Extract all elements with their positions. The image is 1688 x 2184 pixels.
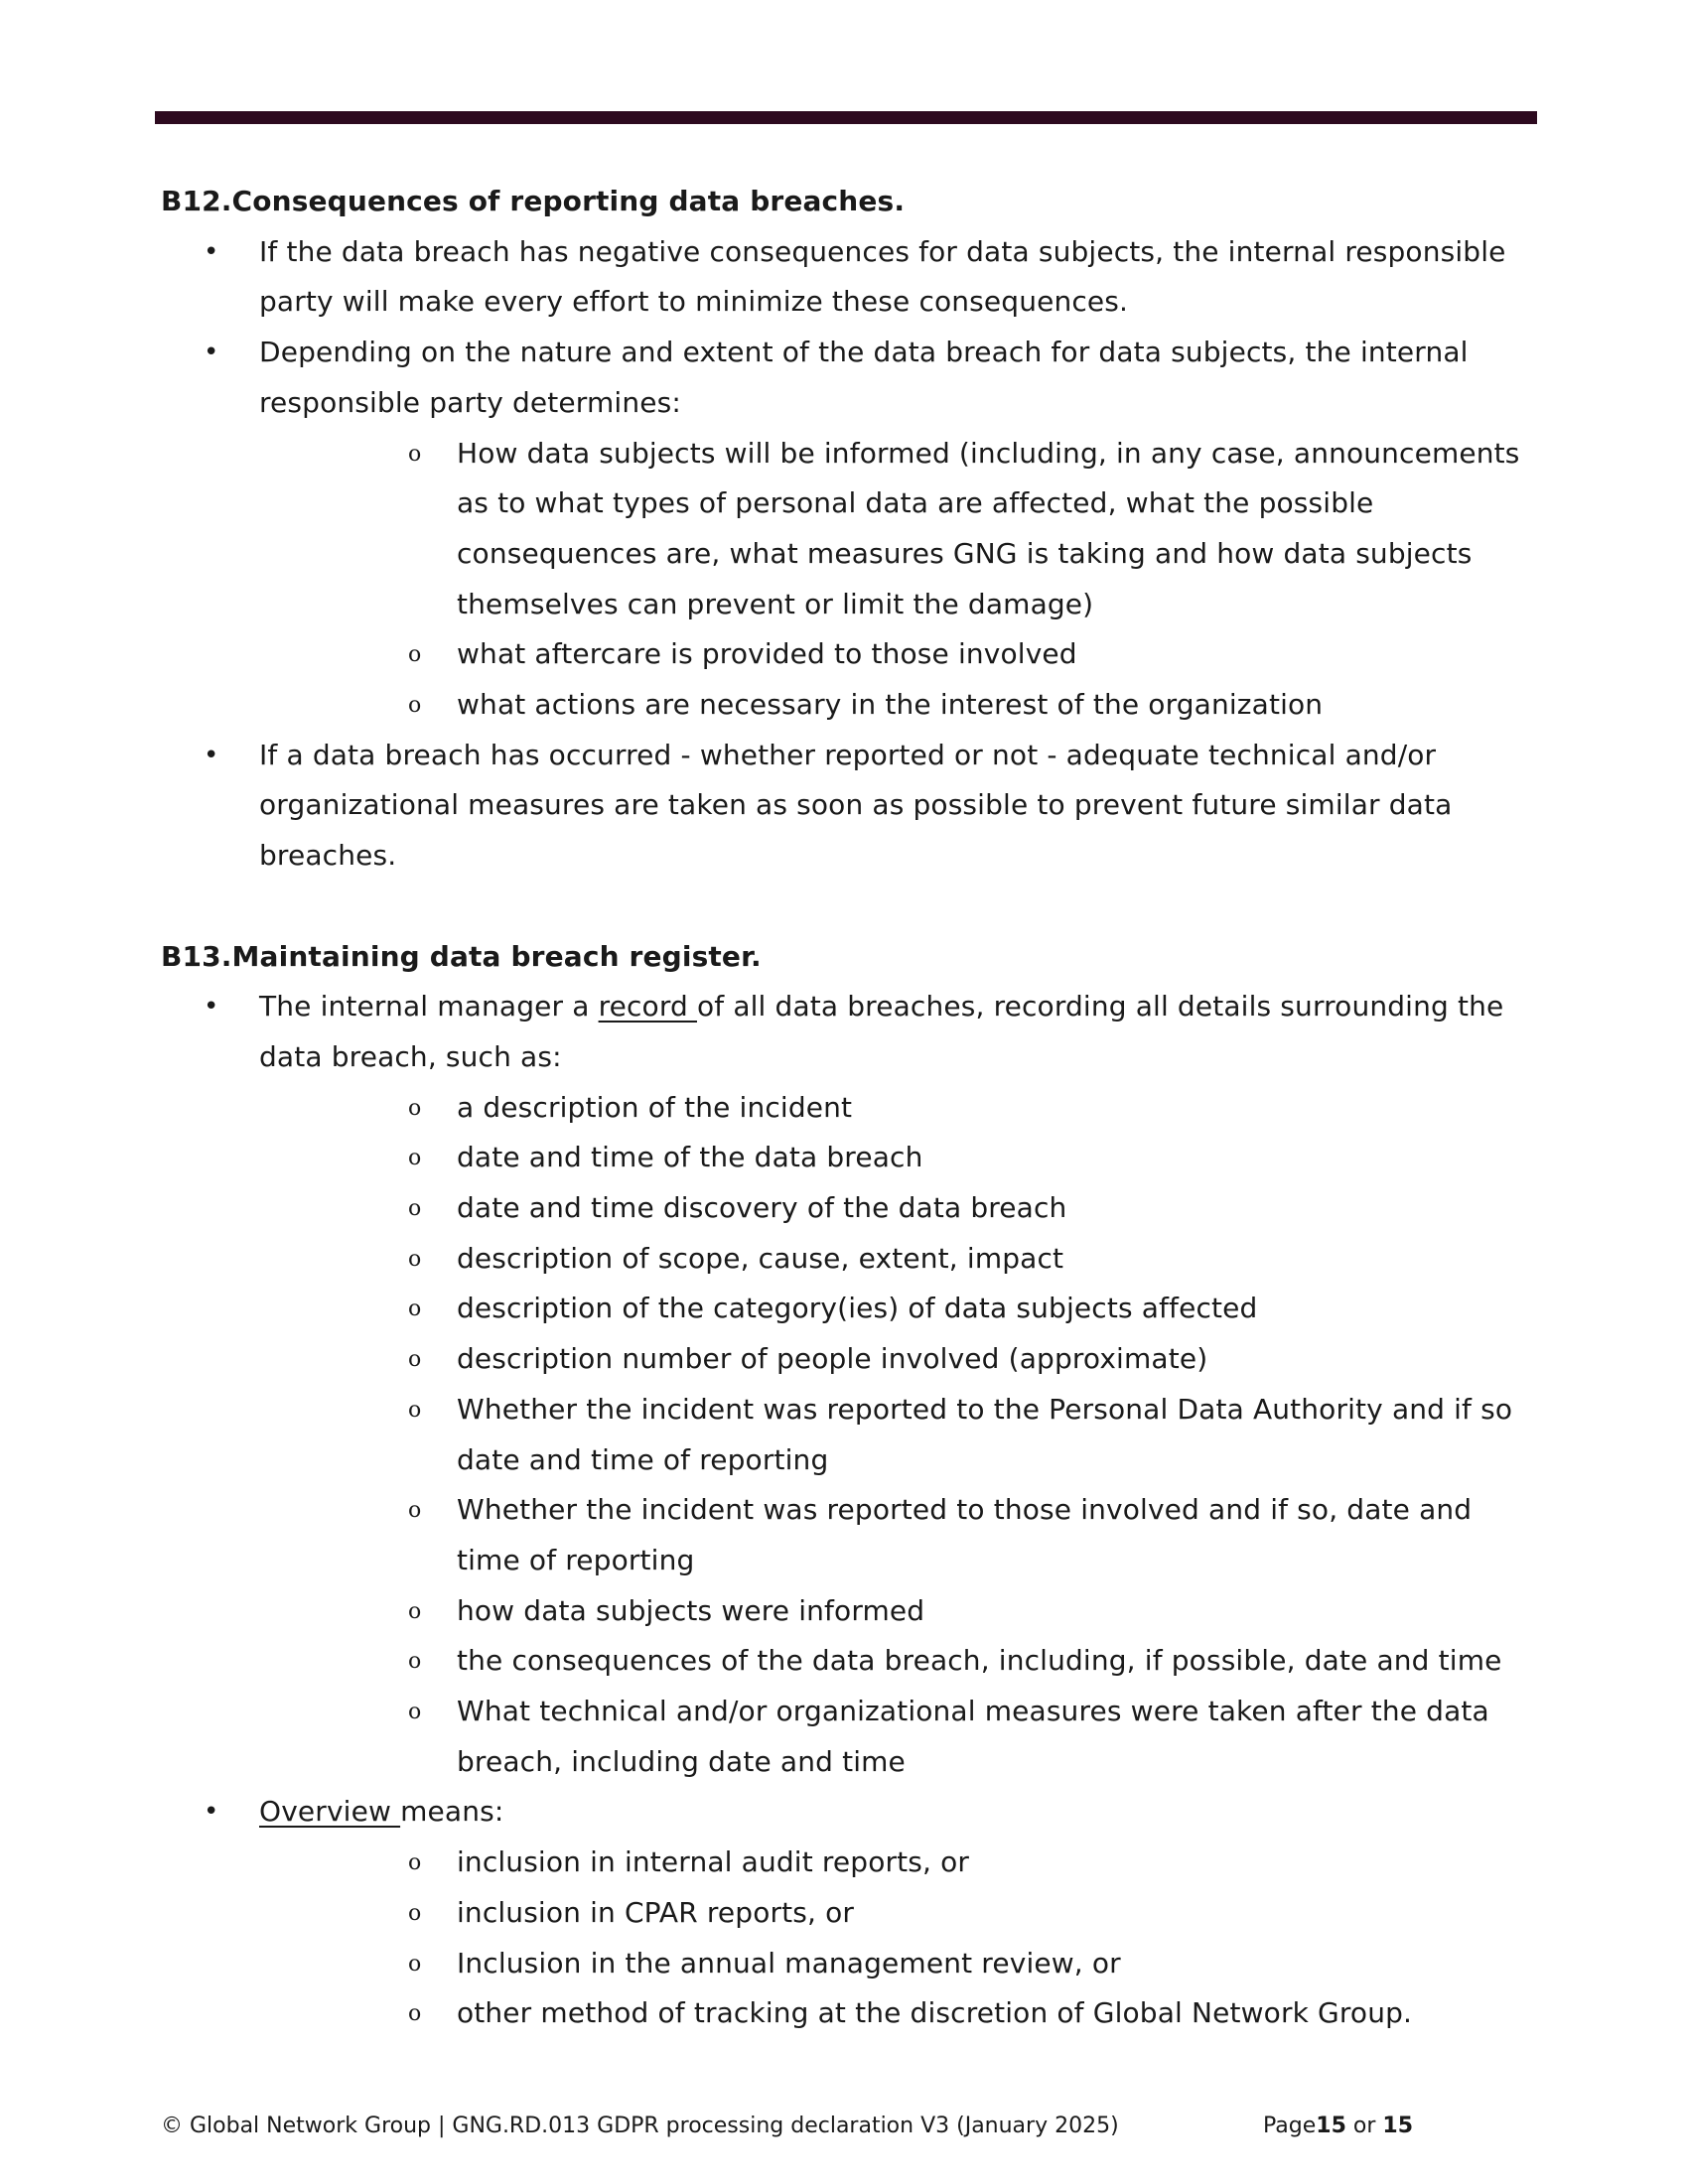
section-heading: B13.Maintaining data breach register. — [161, 939, 762, 973]
bullet-text: of all data breaches, recording all details surrounding the data breach, such as: — [259, 990, 1504, 1073]
sub-item: o other method of tracking at the discretion of Global Network Group. — [259, 1988, 1541, 2039]
sub-item: o description number of people involved (approximate) — [259, 1334, 1541, 1385]
document-body — [161, 177, 1541, 2039]
sub-item: o What technical and/or organizational measures were taken after the data breach, including date and time — [259, 1687, 1541, 1787]
section-b12 — [161, 177, 1541, 882]
sub-item: o a description of the incident — [259, 1083, 1541, 1134]
sub-item: o what actions are necessary in the interest of the organization — [259, 680, 1541, 731]
page-label: Page — [1263, 2114, 1317, 2138]
sub-item: o Inclusion in the annual management review, or — [259, 1939, 1541, 1989]
sub-item: o inclusion in CPAR reports, or — [259, 1888, 1541, 1939]
bullet-item: • If a data breach has occurred - whether reported or not - adequate technical and/or organizational measures are taken as soon as possible to prevent future similar data breaches. — [161, 731, 1541, 882]
sub-list — [259, 429, 1541, 731]
bullet-list — [161, 227, 1541, 882]
sub-item: o Whether the incident was reported to the Personal Data Authority and if so date and time of reporting — [259, 1385, 1541, 1485]
page-number — [1263, 2112, 1413, 2141]
section-heading: B12.Consequences of reporting data breaches. — [161, 185, 906, 217]
section-b13 — [161, 932, 1541, 2039]
bullet-list — [161, 982, 1541, 2039]
sub-item: o date and time discovery of the data breach — [259, 1183, 1541, 1234]
page-separator: or — [1345, 2114, 1383, 2138]
page-total: 15 — [1382, 2114, 1414, 2138]
sub-item: o How data subjects will be informed (including, in any case, announcements as to what types of personal data are affected, what the possible consequences are, what measures GNG is taking and how data subjects themselves can prevent or limit the damage) — [259, 429, 1541, 630]
record-link[interactable]: record — [598, 990, 697, 1024]
overview-link[interactable]: Overview — [259, 1795, 401, 1829]
sub-list — [259, 1083, 1541, 1788]
sub-item: o date and time of the data breach — [259, 1133, 1541, 1183]
bullet-item — [161, 982, 1541, 1787]
page-current: 15 — [1316, 2114, 1346, 2138]
bullet-text: Depending on the nature and extent of the data breach for data subjects, the internal responsible party determines: — [259, 336, 1469, 419]
sub-item: o description of the category(ies) of data subjects affected — [259, 1284, 1541, 1334]
bullet-text: means: — [400, 1795, 504, 1829]
bullet-item: • If the data breach has negative consequences for data subjects, the internal responsible party will make every effort to minimize these consequences. — [161, 227, 1541, 328]
footer-copyright: © Global Network Group | GNG.RD.013 GDPR processing declaration V3 (January 2025) — [161, 2114, 1119, 2138]
bullet-item — [161, 328, 1541, 731]
sub-item: o how data subjects were informed — [259, 1586, 1541, 1637]
sub-item: o inclusion in internal audit reports, or — [259, 1838, 1541, 1888]
sub-item: o description of scope, cause, extent, impact — [259, 1234, 1541, 1285]
bullet-item — [161, 1787, 1541, 2039]
sub-item: o the consequences of the data breach, including, if possible, date and time — [259, 1636, 1541, 1687]
page-footer — [161, 2112, 1551, 2141]
sub-item: o what aftercare is provided to those involved — [259, 629, 1541, 680]
bullet-text: The internal manager a — [259, 990, 599, 1024]
header-rule — [155, 111, 1537, 124]
sub-list — [259, 1838, 1541, 2039]
sub-item: o Whether the incident was reported to those involved and if so, date and time of reporting — [259, 1485, 1541, 1585]
